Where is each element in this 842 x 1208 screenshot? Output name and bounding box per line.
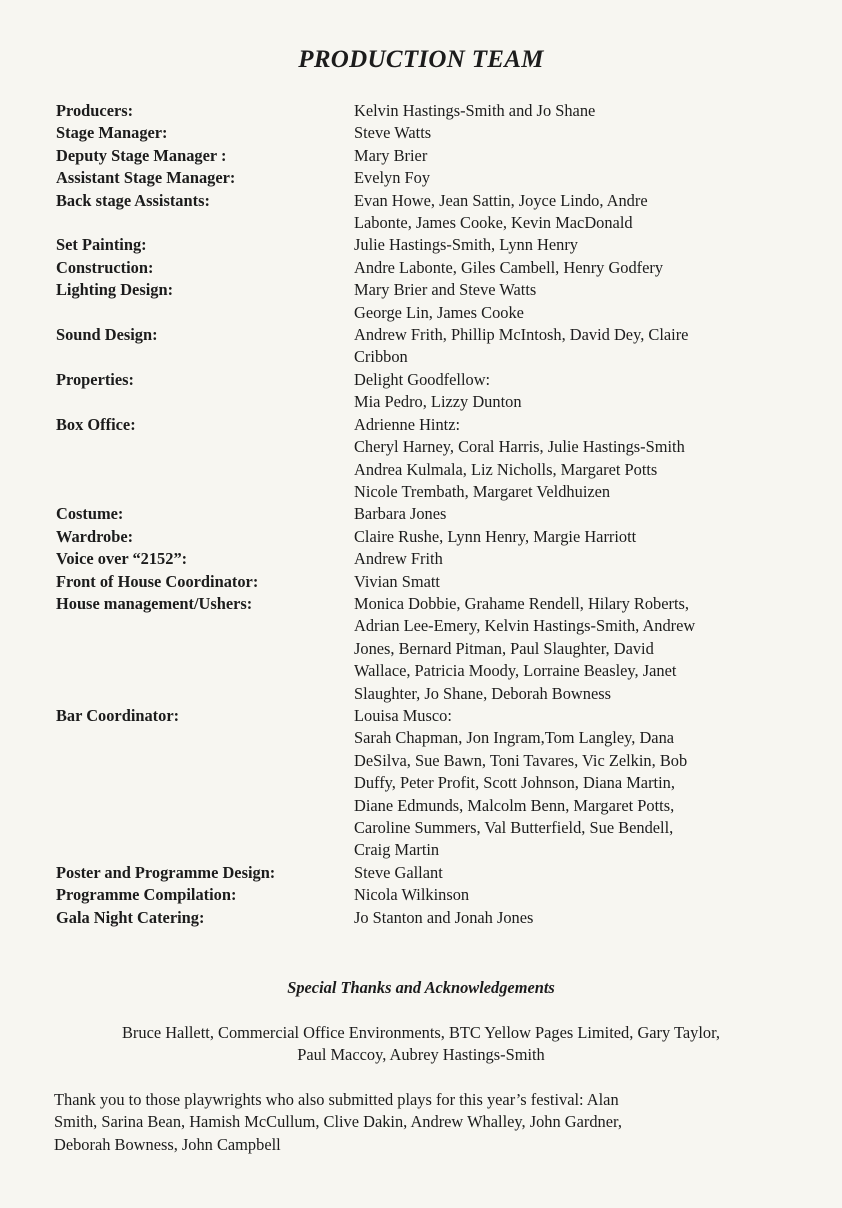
credit-name-line: Nicole Trembath, Margaret Veldhuizen [354,481,611,501]
credit-row [56,279,796,324]
credit-name-line: Mia Pedro, Lizzy Dunton [354,392,522,412]
credit-row [56,167,796,189]
credit-role: House management/Ushers: [56,593,253,613]
credit-names [354,145,796,167]
playwrights-paragraph [54,1089,794,1156]
credit-row [56,705,796,862]
playwrights-line: Thank you to those playwrights who also submitted plays for this year’s festival: Alan [54,1090,619,1109]
credit-name-line: Vivian Smatt [354,571,440,591]
credit-name-line: Mary Brier and Steve Watts [354,280,537,300]
credit-name-line: Andrew Frith [354,549,443,569]
credit-row [56,503,796,525]
credit-role: Properties: [56,369,134,389]
credit-row [56,548,796,570]
credit-row [56,257,796,279]
credit-name-line: Claire Rushe, Lynn Henry, Margie Harriott [354,526,637,546]
credit-row [56,145,796,167]
credit-row [56,907,796,929]
credit-name-line: Monica Dobbie, Grahame Rendell, Hilary Roberts, [354,593,690,613]
credit-name-line: Julie Hastings-Smith, Lynn Henry [354,235,578,255]
credit-names [354,190,796,235]
credit-name-line: Craig Martin [354,840,440,860]
credit-name-line: Evan Howe, Jean Sattin, Joyce Lindo, Andre [354,190,648,210]
credit-role: Back stage Assistants: [56,190,210,210]
credit-name-line: Kelvin Hastings-Smith and Jo Shane [354,101,596,120]
credit-name-line: Sarah Chapman, Jon Ingram,Tom Langley, Dana [354,728,675,748]
credit-role: Front of House Coordinator: [56,571,259,591]
credit-names [354,548,796,570]
credit-names [354,234,796,256]
credit-names [354,257,796,279]
credit-role: Set Painting: [56,235,147,255]
credit-role: Wardrobe: [56,526,134,546]
credit-name-line: Andrew Frith, Phillip McIntosh, David Dey, Claire [354,325,689,345]
thanks-line: Bruce Hallett, Commercial Office Environments, BTC Yellow Pages Limited, Gary Taylor, [121,1023,720,1042]
credit-names [354,122,796,144]
credit-row [56,190,796,235]
credit-row [56,526,796,548]
credit-name-line: Evelyn Foy [354,168,431,188]
credit-role: Sound Design: [56,325,158,345]
thanks-heading: Special Thanks and Acknowledgements [287,978,555,997]
credit-role: Programme Compilation: [56,885,237,905]
playwrights-line: Smith, Sarina Bean, Hamish McCullum, Clive Dakin, Andrew Whalley, John Gardner, [54,1112,622,1132]
thanks-text [56,1022,786,1067]
credit-row [56,369,796,414]
credit-row [56,234,796,256]
page-title: PRODUCTION TEAM [298,46,544,73]
credit-names [354,324,796,369]
thanks-line: Paul Maccoy, Aubrey Hastings-Smith [297,1045,545,1065]
credit-name-line: Jo Stanton and Jonah Jones [354,907,534,927]
credits-list [56,100,796,929]
credit-names [354,571,796,593]
credit-role: Stage Manager: [56,123,168,143]
credit-names [354,526,796,548]
credit-names [354,279,796,324]
credit-name-line: Duffy, Peter Profit, Scott Johnson, Diana Martin, [354,773,675,793]
credit-name-line: Labonte, James Cooke, Kevin MacDonald [354,213,633,233]
credit-row [56,122,796,144]
credit-role: Gala Night Catering: [56,907,205,927]
credit-role: Deputy Stage Manager : [56,145,227,165]
credit-row [56,324,796,369]
credit-names [354,884,796,906]
credit-row [56,884,796,906]
credit-name-line: Cheryl Harney, Coral Harris, Julie Hastings-Smith [354,437,685,457]
credit-role: Box Office: [56,414,136,434]
credit-role: Costume: [56,504,124,524]
credit-role: Poster and Programme Design: [56,862,276,882]
credit-role: Producers: [56,101,134,120]
credit-name-line: Adrian Lee-Emery, Kelvin Hastings-Smith, Andrew [354,616,696,636]
credit-name-line: Slaughter, Jo Shane, Deborah Bowness [354,683,611,703]
credit-name-line: Delight Goodfellow: [354,369,491,389]
credit-name-line: Adrienne Hintz: [354,414,461,434]
credit-role: Construction: [56,257,154,277]
credit-name-line: DeSilva, Sue Bawn, Toni Tavares, Vic Zelkin, Bob [354,750,688,770]
credit-row [56,862,796,884]
credit-name-line: Nicola Wilkinson [354,885,470,905]
credit-role: Lighting Design: [56,280,174,300]
credit-names [354,705,796,862]
credit-names [354,503,796,525]
credit-role: Bar Coordinator: [56,705,180,725]
credit-role: Assistant Stage Manager: [56,168,236,188]
credit-name-line: Andre Labonte, Giles Cambell, Henry Godfery [354,257,664,277]
credit-names [354,862,796,884]
credit-names [354,414,796,504]
credit-name-line: Mary Brier [354,145,428,165]
credit-row [56,593,796,705]
credit-names [354,369,796,414]
credit-name-line: Jones, Bernard Pitman, Paul Slaughter, David [354,638,654,658]
credit-names [354,100,796,122]
credit-names [354,167,796,189]
credit-row [56,100,796,122]
credit-name-line: Steve Gallant [354,862,443,882]
credit-name-line: Wallace, Patricia Moody, Lorraine Beasley, Janet [354,661,677,681]
credit-name-line: Barbara Jones [354,504,447,524]
credit-name-line: George Lin, James Cooke [354,302,524,322]
playwrights-line: Deborah Bowness, John Campbell [54,1134,281,1154]
credit-row [56,571,796,593]
credit-role: Voice over “2152”: [56,549,188,569]
credit-name-line: Steve Watts [354,123,432,143]
credit-name-line: Caroline Summers, Val Butterfield, Sue Bendell, [354,818,674,837]
credit-names [354,593,796,705]
credit-name-line: Diane Edmunds, Malcolm Benn, Margaret Potts, [354,795,675,815]
credit-name-line: Cribbon [354,347,408,367]
credit-row [56,414,796,504]
credit-names [354,907,796,929]
credit-name-line: Andrea Kulmala, Liz Nicholls, Margaret Potts [354,459,658,479]
credit-name-line: Louisa Musco: [354,705,452,725]
